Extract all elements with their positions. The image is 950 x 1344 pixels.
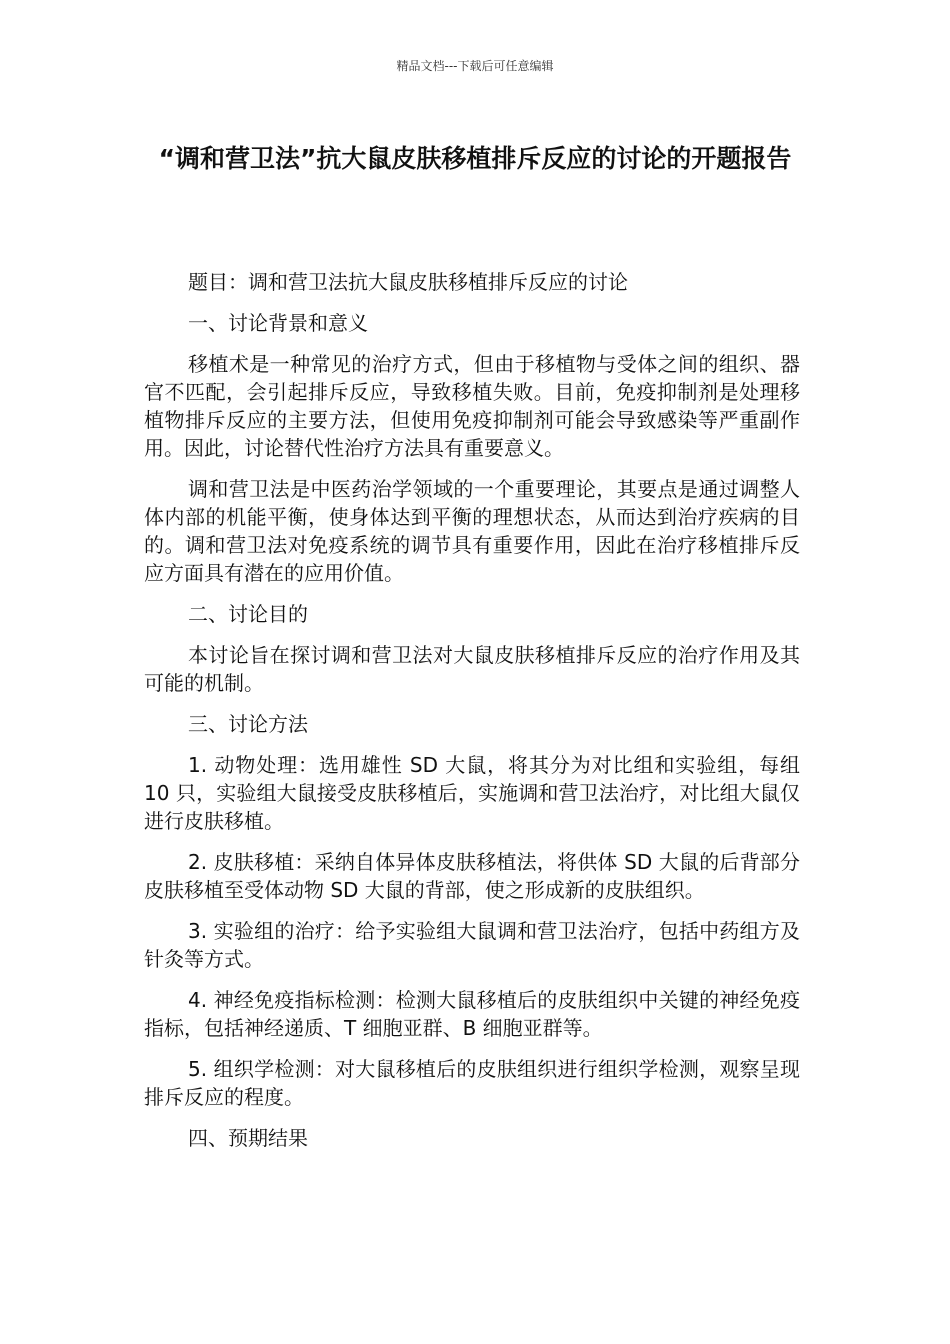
document-body xyxy=(144,268,800,1165)
section-heading-purpose: 二、讨论目的 xyxy=(188,602,308,626)
paragraph-background-2: 调和营卫法是中医药治学领域的一个重要理论，其要点是通过调整人体内部的机能平衡，使身体达到平衡的理想状态，从而达到治疗疾病的目的。调和营卫法对免疫系统的调节具有重要作用，因此在治疗移植排斥反应方面具有潜在的应用价值。 xyxy=(144,477,800,585)
method-item-5: 5. 组织学检测：对大鼠移植后的皮肤组织进行组织学检测，观察呈现排斥反应的程度。 xyxy=(144,1057,800,1109)
section-heading-expected-results: 四、预期结果 xyxy=(188,1126,308,1150)
section-heading-background: 一、讨论背景和意义 xyxy=(188,311,368,335)
header-note: 精品文档---下载后可任意编辑 xyxy=(396,59,554,73)
method-item-1: 1. 动物处理：选用雄性 SD 大鼠，将其分为对比组和实验组，每组 10 只，实验组大鼠接受皮肤移植后，实施调和营卫法治疗，对比组大鼠仅进行皮肤移植。 xyxy=(144,753,800,833)
subject-line: 题目：调和营卫法抗大鼠皮肤移植排斥反应的讨论 xyxy=(188,270,628,294)
method-item-4: 4. 神经免疫指标检测：检测大鼠移植后的皮肤组织中关键的神经免疫指标，包括神经递质、T 细胞亚群、B 细胞亚群等。 xyxy=(144,988,800,1040)
document-title: “调和营卫法”抗大鼠皮肤移植排斥反应的讨论的开题报告 xyxy=(158,144,792,173)
section-heading-methods: 三、讨论方法 xyxy=(188,712,308,736)
paragraph-purpose: 本讨论旨在探讨调和营卫法对大鼠皮肤移植排斥反应的治疗作用及其可能的机制。 xyxy=(144,643,800,695)
method-item-2: 2. 皮肤移植：采纳自体异体皮肤移植法，将供体 SD 大鼠的后背部分皮肤移植至受体动物 SD 大鼠的背部，使之形成新的皮肤组织。 xyxy=(144,850,800,902)
method-item-3: 3. 实验组的治疗：给予实验组大鼠调和营卫法治疗，包括中药组方及针灸等方式。 xyxy=(144,919,800,971)
paragraph-background-1: 移植术是一种常见的治疗方式，但由于移植物与受体之间的组织、器官不匹配，会引起排斥反应，导致移植失败。目前，免疫抑制剂是处理移植物排斥反应的主要方法，但使用免疫抑制剂可能会导致感染等严重副作用。因此，讨论替代性治疗方法具有重要意义。 xyxy=(144,352,800,460)
